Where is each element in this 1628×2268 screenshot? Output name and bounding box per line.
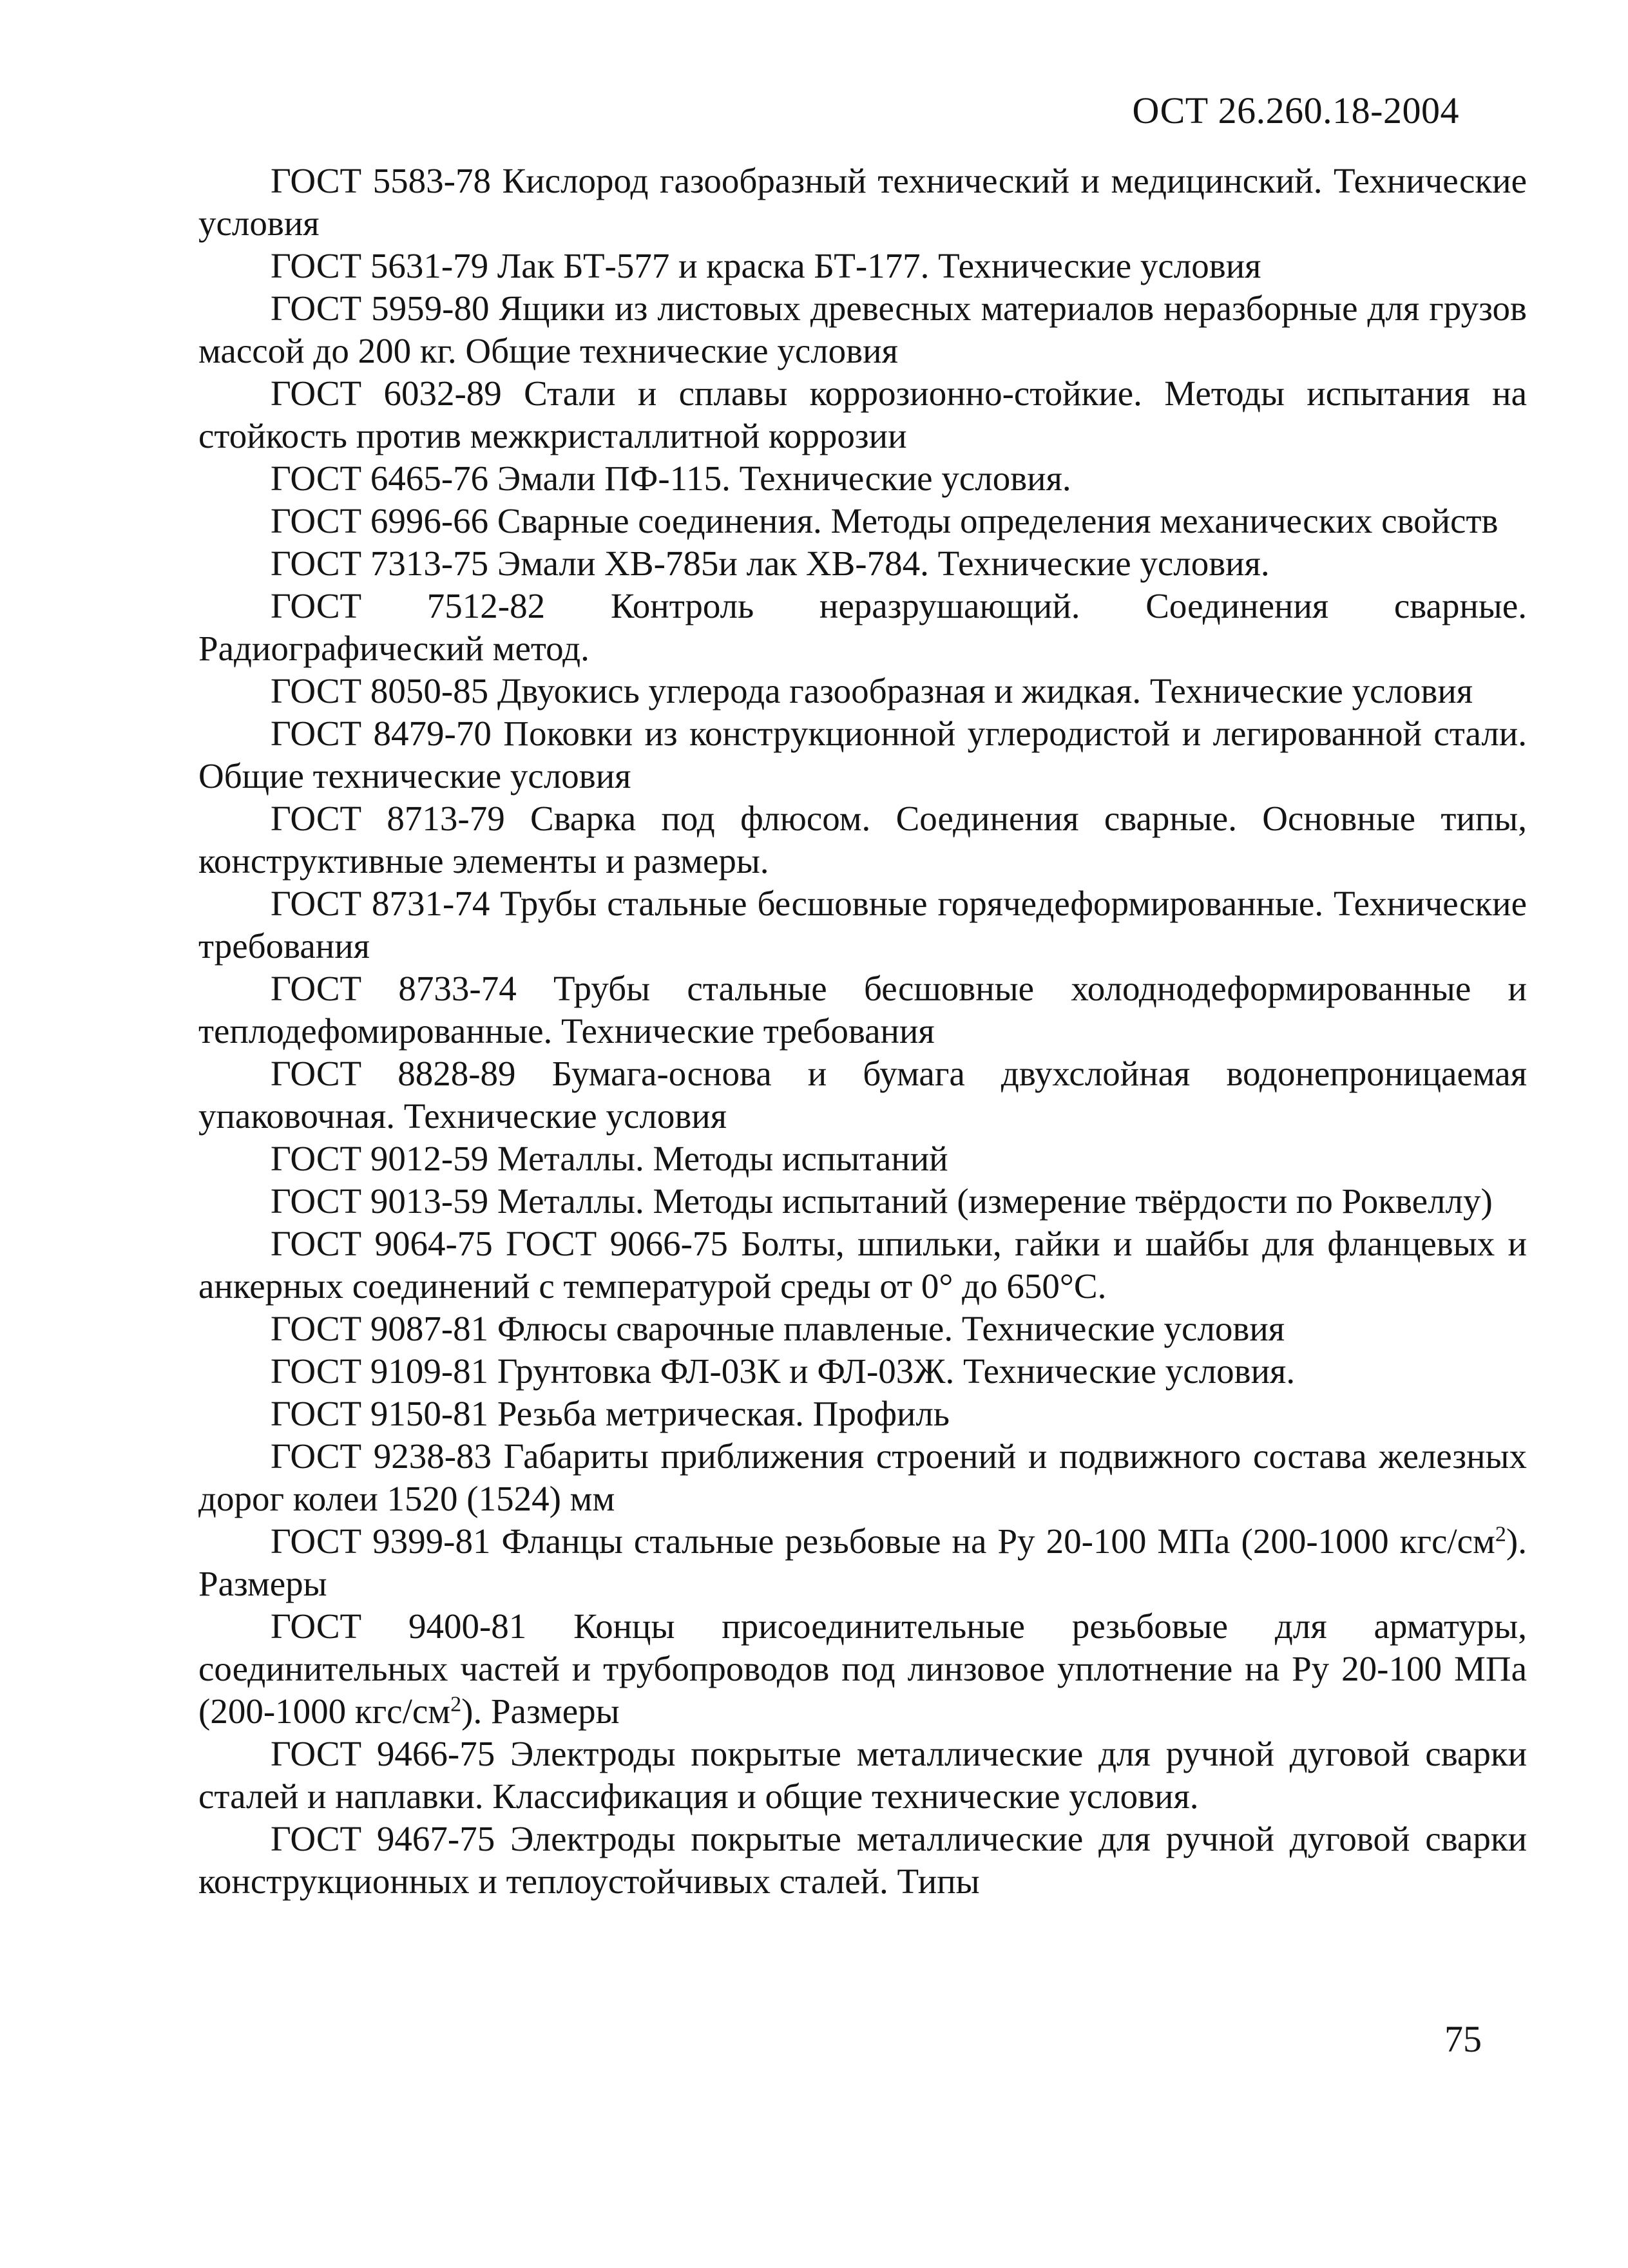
standard-reference-entry (198, 1520, 1527, 1605)
standard-reference-entry (198, 372, 1527, 457)
standard-reference-text: ГОСТ 8713-79 Сварка под флюсом. Соединения сварные. Основные типы, конструктивные элементы и размеры. (198, 799, 1527, 881)
standard-reference-entry (198, 712, 1527, 797)
standard-reference-entry (198, 1308, 1527, 1350)
standard-reference-entry (198, 542, 1527, 585)
standard-reference-entry (198, 882, 1527, 967)
standard-reference-text: ГОСТ 6465-76 Эмали ПФ-115. Технические условия. (271, 459, 1071, 498)
standard-reference-text: ГОСТ 8050-85 Двуокись углерода газообразная и жидкая. Технические условия (271, 671, 1473, 710)
standard-reference-text: ГОСТ 5959-80 Ящики из листовых древесных материалов неразборные для грузов массой до 200 кг. Общие технические условия (198, 289, 1527, 370)
standard-reference-entry (198, 500, 1527, 542)
standard-reference-entry (198, 1350, 1527, 1393)
standard-reference-text: ГОСТ 7313-75 Эмали ХВ-785и лак ХВ-784. Технические условия. (271, 544, 1270, 583)
standard-reference-text: ГОСТ 9400-81 Концы присоединительные резьбовые для арматуры, соединительных частей и трубопроводов под линзовое уплотнение на Ру 20-100 МПа (200-1000 кгс/см (198, 1606, 1527, 1731)
standard-reference-text: ГОСТ 9064-75 ГОСТ 9066-75 Болты, шпильки, гайки и шайбы для фланцевых и анкерных соединений с температурой среды от 0° до 650°С. (198, 1224, 1527, 1306)
standard-reference-entry (198, 457, 1527, 500)
standard-reference-entry (198, 585, 1527, 670)
standard-reference-entry (198, 1138, 1527, 1180)
standard-reference-entry (198, 287, 1527, 372)
standard-reference-text: ГОСТ 9150-81 Резьба метрическая. Профиль (271, 1394, 950, 1433)
standard-reference-text-continued: ). Размеры (461, 1691, 620, 1731)
standard-reference-text: ГОСТ 8733-74 Трубы стальные бесшовные холоднодеформированные и теплодефомированные. Технические требования (198, 969, 1527, 1051)
standard-reference-entry (198, 245, 1527, 287)
standard-reference-text: ГОСТ 8479-70 Поковки из конструкционной углеродистой и легированной стали. Общие технические условия (198, 714, 1527, 796)
standard-reference-entry (198, 1818, 1527, 1903)
standard-reference-entry (198, 1223, 1527, 1308)
standard-reference-entry (198, 160, 1527, 245)
standard-reference-text: ГОСТ 5631-79 Лак БТ-577 и краска БТ-177. Технические условия (271, 246, 1261, 285)
document-code-header: ОСТ 26.260.18-2004 (1132, 90, 1459, 131)
standard-reference-text: ГОСТ 9399-81 Фланцы стальные резьбовые на Ру 20-100 МПа (200-1000 кгс/см (271, 1521, 1495, 1561)
standard-reference-text: ГОСТ 9087-81 Флюсы сварочные плавленые. Технические условия (271, 1309, 1285, 1348)
standard-reference-text: ГОСТ 9012-59 Металлы. Методы испытаний (271, 1139, 948, 1178)
standard-reference-entry (198, 1393, 1527, 1435)
standard-reference-text: ГОСТ 9238-83 Габариты приближения строений и подвижного состава железных дорог колеи 1520 (1524) мм (198, 1436, 1527, 1518)
standard-reference-entry (198, 1053, 1527, 1138)
standard-reference-entry (198, 1605, 1527, 1733)
standard-reference-text: ГОСТ 9467-75 Электроды покрытые металлические для ручной дуговой сварки конструкционных и теплоустойчивых сталей. Типы (198, 1819, 1527, 1901)
standard-reference-text: ГОСТ 9013-59 Металлы. Методы испытаний (измерение твёрдости по Роквеллу) (271, 1181, 1493, 1221)
standard-reference-text: ГОСТ 6032-89 Стали и сплавы коррозионно-стойкие. Методы испытания на стойкость против межкристаллитной коррозии (198, 374, 1527, 455)
standard-reference-entry (198, 1180, 1527, 1223)
standard-reference-text: ГОСТ 8731-74 Трубы стальные бесшовные горячедеформированные. Технические требования (198, 884, 1527, 966)
standard-reference-text: ГОСТ 7512-82 Контроль неразрушающий. Соединения сварные. Радиографический метод. (198, 586, 1527, 668)
standard-reference-entry (198, 670, 1527, 712)
standard-reference-text: ГОСТ 9109-81 Грунтовка ФЛ-03К и ФЛ-03Ж. Технические условия. (271, 1351, 1296, 1391)
standard-reference-text: ГОСТ 8828-89 Бумага-основа и бумага двухслойная водонепроницаемая упаковочная. Технические условия (198, 1054, 1527, 1136)
standard-reference-entry (198, 1435, 1527, 1520)
standard-reference-text: ГОСТ 9466-75 Электроды покрытые металлические для ручной дуговой сварки сталей и наплавки. Классификация и общие технические условия. (198, 1734, 1527, 1816)
superscript-exponent: 2 (450, 1692, 462, 1717)
standard-reference-text: ГОСТ 6996-66 Сварные соединения. Методы определения механических свойств (271, 501, 1499, 540)
standard-reference-text-continued: ). Размеры (198, 1521, 1527, 1603)
superscript-exponent: 2 (1495, 1522, 1506, 1547)
page-number: 75 (1444, 2018, 1482, 2060)
standards-reference-list (198, 160, 1527, 1903)
standard-reference-entry (198, 1733, 1527, 1818)
standard-reference-entry (198, 967, 1527, 1053)
standard-reference-entry (198, 797, 1527, 882)
standard-reference-text: ГОСТ 5583-78 Кислород газообразный технический и медицинский. Технические условия (198, 161, 1527, 243)
